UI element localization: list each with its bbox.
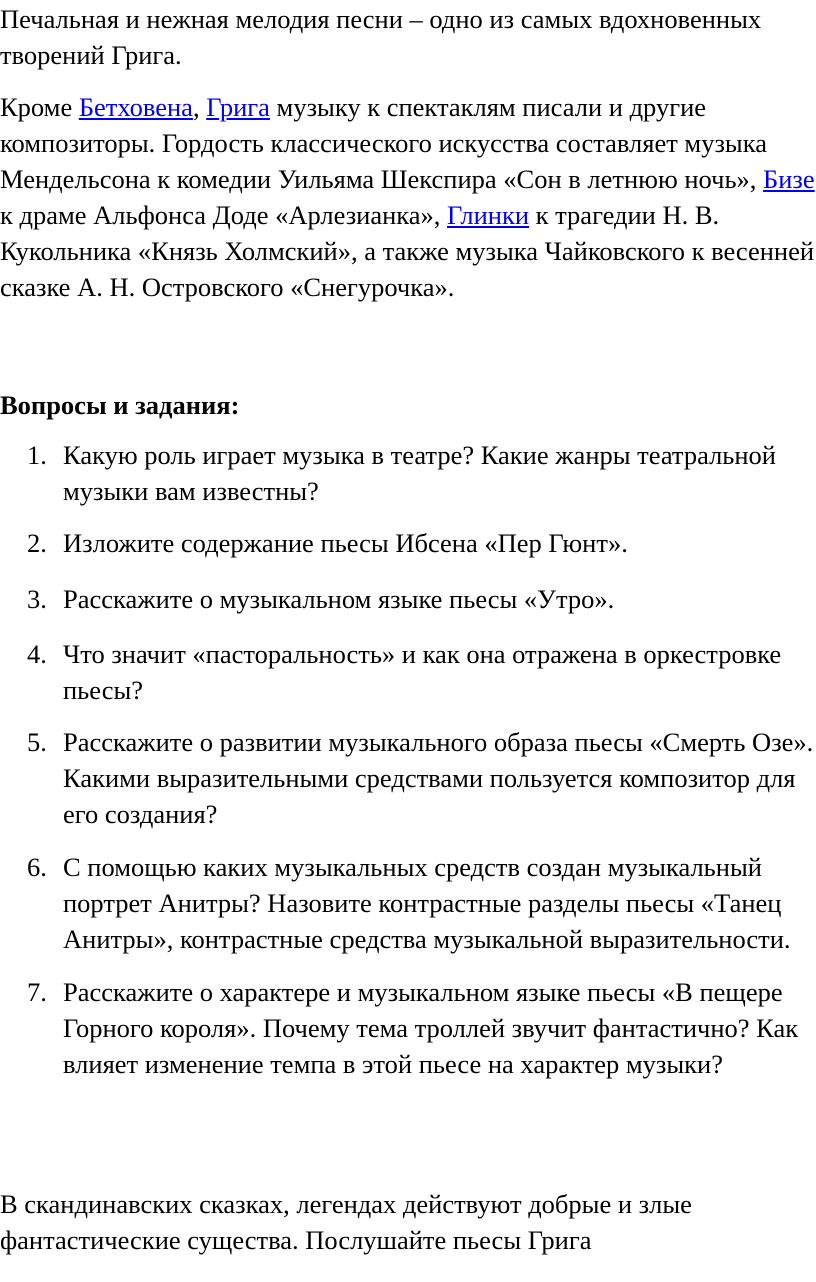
list-item-text: Изложите содержание пьесы Ибсена «Пер Гюнт». (63, 528, 628, 558)
link-bizet[interactable]: Бизе (763, 164, 815, 194)
text-fragment: к драме Альфонса Доде «Арлезианка», (0, 200, 448, 230)
list-item-number: 2. (27, 528, 47, 558)
list-item-text: Расскажите о развитии музыкального образа пьесы «Смерть Озе». Какими выразительными средствами пользуется композитор для его создания? (63, 727, 814, 829)
text-fragment: , (192, 92, 207, 122)
list-item (0, 525, 816, 561)
list-item-number: 4. (27, 639, 47, 669)
list-item (0, 581, 816, 617)
list-item-number: 6. (27, 852, 47, 882)
list-item (0, 724, 816, 832)
questions-heading: Вопросы и задания: (0, 390, 240, 420)
list-item-text: Расскажите о характере и музыкальном языке пьесы «В пещере Горного короля». Почему тема троллей звучит фантастично? Как влияет изменение темпа в этой пьесе на характер музыки? (63, 977, 799, 1079)
intro-paragraph: Печальная и нежная мелодия песни – одно из самых вдохновенных творений Грига. (0, 4, 762, 70)
list-item-number: 7. (27, 977, 47, 1007)
text-fragment: к трагедии Н. В. Кукольника «Князь Холмский», а также музыка Чайковского к весенней сказке А. Н. Островского «Снегурочка». (0, 200, 815, 302)
list-item-number: 1. (27, 440, 47, 470)
list-item (0, 849, 816, 957)
link-beethoven[interactable]: Бетховена (78, 92, 193, 122)
closing-paragraph: В скандинавских сказках, легендах действуют добрые и злые фантастические существа. Послушайте пьесы Грига (0, 1189, 692, 1255)
list-item (0, 636, 816, 708)
list-item-text: Расскажите о музыкальном языке пьесы «Утро». (63, 584, 615, 614)
list-item-text: Какую роль играет музыка в театре? Какие жанры театральной музыки вам известны? (63, 440, 776, 506)
text-fragment: музыку к спектаклям писали и другие композиторы. Гордость классического искусства составляет музыка Мендельсона к комедии Уильяма Шекспира «Сон в летнюю ночь», (0, 92, 767, 194)
list-item-text: Что значит «пасторальность» и как она отражена в оркестровке пьесы? (63, 639, 782, 705)
list-item (0, 974, 816, 1082)
text-fragment: Кроме (0, 92, 79, 122)
link-glinka[interactable]: Глинки (447, 200, 530, 230)
list-item-number: 3. (27, 584, 47, 614)
questions-list (0, 437, 816, 1082)
link-grieg[interactable]: Грига (206, 92, 270, 122)
list-item-number: 5. (27, 727, 47, 757)
composers-paragraph (0, 89, 816, 305)
list-item (0, 437, 816, 509)
list-item-text: С помощью каких музыкальных средств создан музыкальный портрет Анитры? Назовите контрастные разделы пьесы «Танец Анитры», контрастные средства музыкальной выразительности. (63, 852, 791, 954)
